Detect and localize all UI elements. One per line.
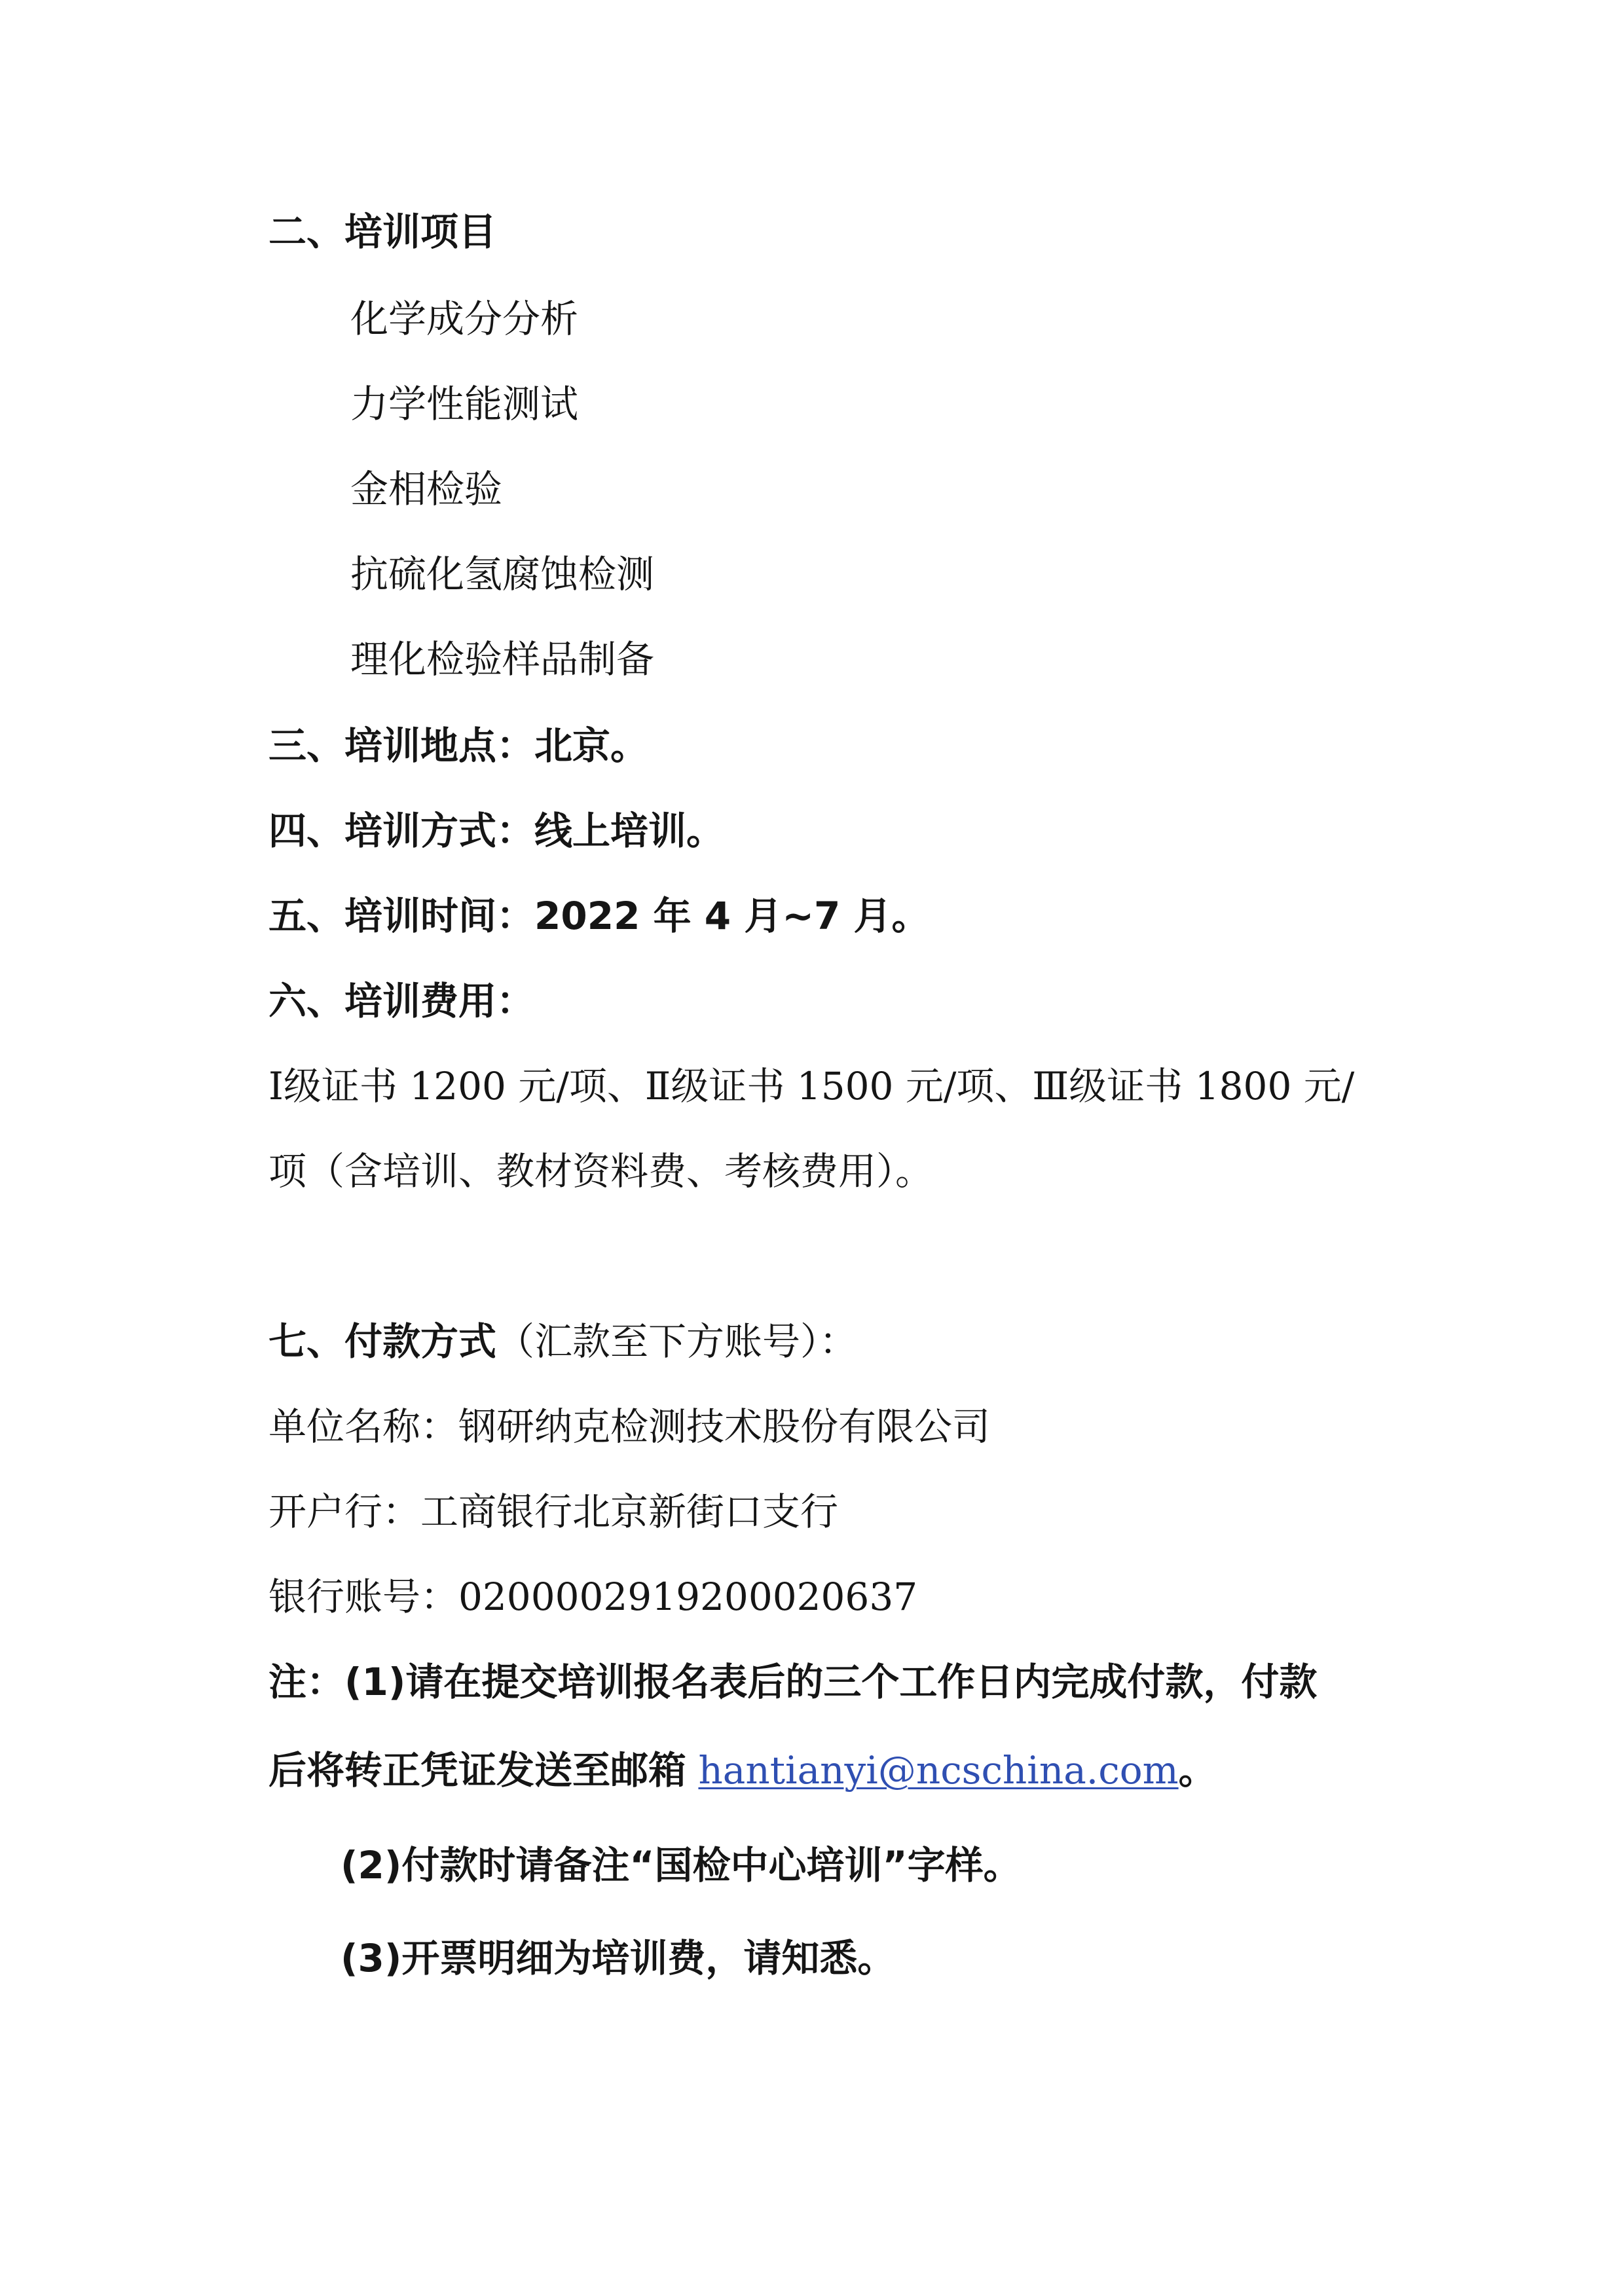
payment-method-detail: （汇款至下方账号）： [496, 1319, 858, 1364]
payment-note-1-line-2 [268, 1748, 1217, 1793]
payment-note-1-line-1: 注：(1)请在提交培训报名表后的三个工作日内完成付款，付款 [268, 1660, 1318, 1704]
payment-note-2: (2)付款时请备注“国检中心培训”字样。 [341, 1843, 1022, 1887]
payment-bank-name: 开户行：工商银行北京新街口支行 [268, 1489, 839, 1534]
payment-method-label: 七、付款方式 [268, 1319, 497, 1364]
payment-account-number: 银行账号：0200002919200020637 [268, 1575, 918, 1619]
payment-note-3: (3)开票明细为培训费，请知悉。 [341, 1936, 896, 1980]
section-heading-training-projects: 二、培训项目 [268, 210, 497, 254]
training-item-sample-preparation: 理化检验样品制备 [350, 637, 655, 682]
training-item-metallography: 金相检验 [350, 467, 503, 511]
section-heading-training-method: 四、培训方式：线上培训。 [268, 809, 725, 853]
section-heading-payment-method [268, 1319, 858, 1364]
section-heading-training-location: 三、培训地点：北京。 [268, 723, 649, 768]
payment-note-1-prefix: 后将转正凭证发送至邮箱 [268, 1748, 687, 1793]
training-item-chemical-analysis: 化学成分分析 [350, 297, 579, 341]
training-fee-line-2: 项（含培训、教材资料费、考核费用）。 [268, 1149, 934, 1194]
training-item-mechanical-testing: 力学性能测试 [350, 382, 579, 426]
email-link[interactable]: hantianyi@ncschina.com [698, 1748, 1179, 1793]
payment-unit-name: 单位名称：钢研纳克检测技术股份有限公司 [268, 1404, 991, 1449]
payment-note-1-suffix: 。 [1178, 1748, 1217, 1793]
training-item-h2s-corrosion: 抗硫化氢腐蚀检测 [350, 552, 655, 596]
section-heading-training-fee: 六、培训费用： [268, 979, 535, 1023]
section-heading-training-time: 五、培训时间：2022 年 4 月~7 月。 [268, 894, 930, 938]
training-fee-line-1: Ⅰ级证书 1200 元/项、Ⅱ级证书 1500 元/项、Ⅲ级证书 1800 元/ [268, 1064, 1355, 1108]
